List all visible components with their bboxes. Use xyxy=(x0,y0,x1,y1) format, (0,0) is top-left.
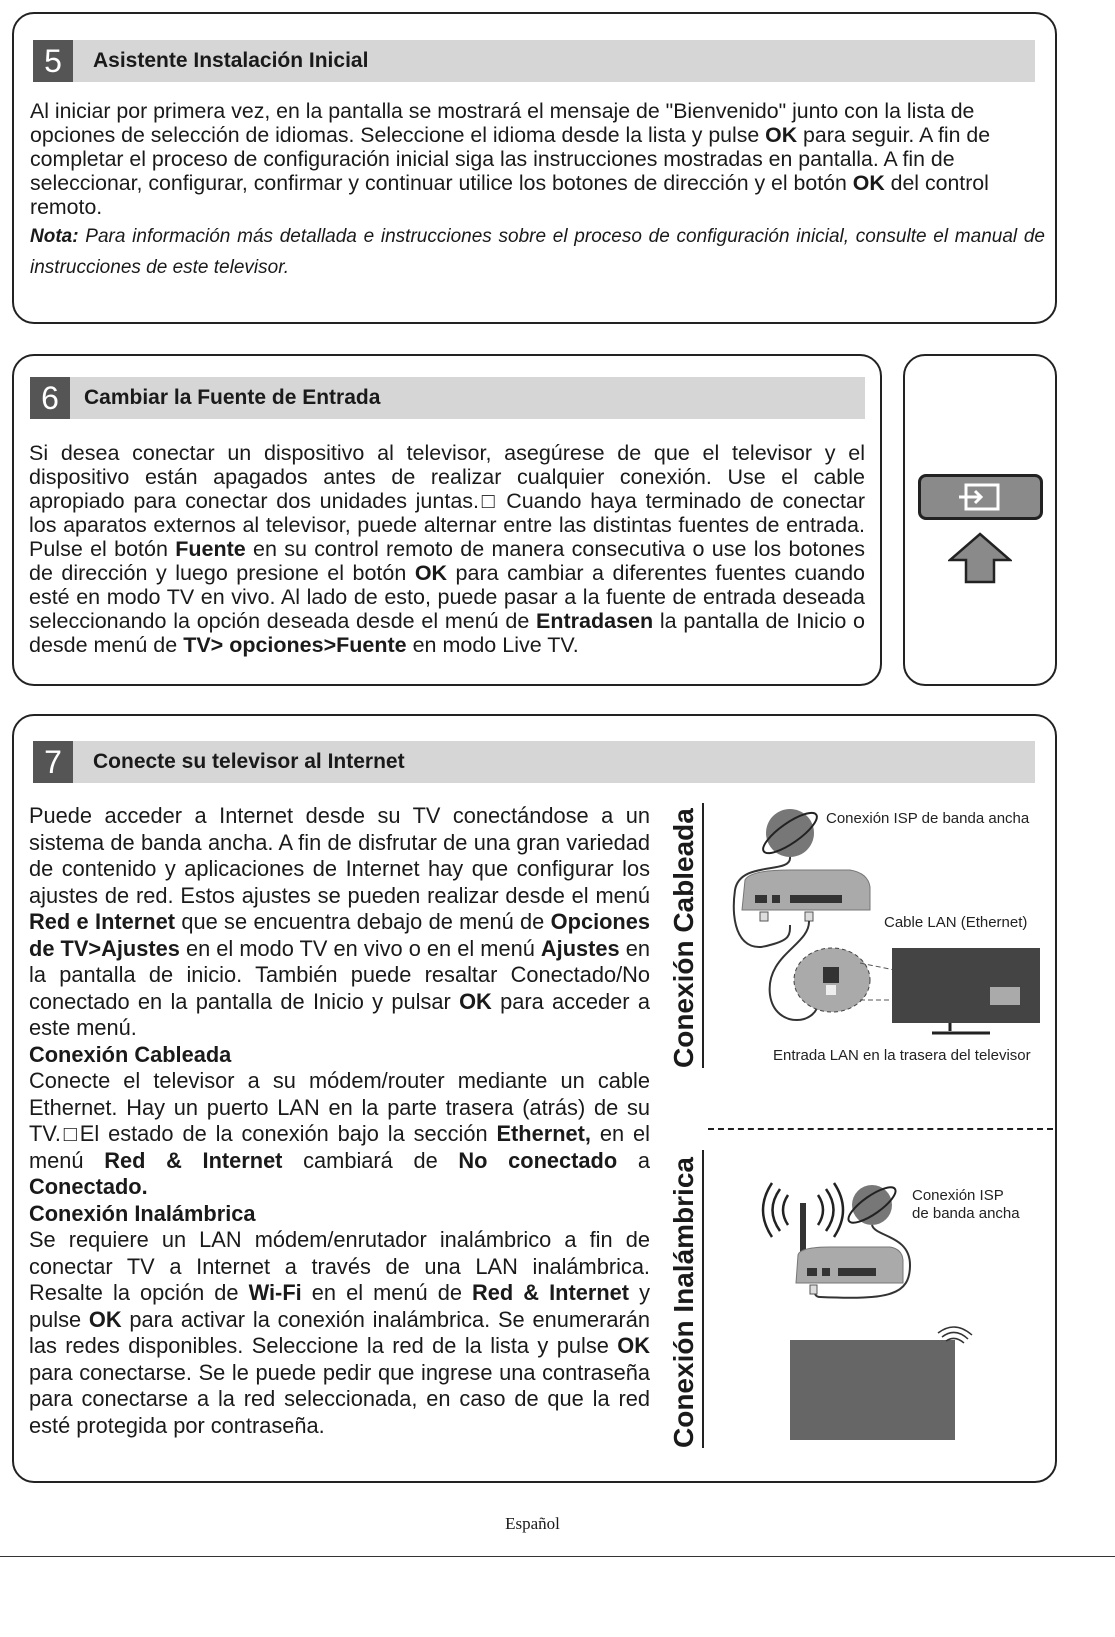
section-title: Asistente Instalación Inicial xyxy=(93,49,369,72)
text-run: Se requiere un LAN módem/enrutador inalámbrico a fin de conectar TV a Internet a través de una LAN inalámbrica. Resalte la opción de xyxy=(29,1227,650,1305)
bold-text-run: OK xyxy=(617,1333,650,1358)
intro-paragraph xyxy=(29,803,650,1042)
tv-icon xyxy=(790,1340,955,1440)
section-6-header xyxy=(30,377,865,419)
port-label: Entrada LAN en la trasera del televisor xyxy=(773,1047,1031,1064)
section-number: 5 xyxy=(33,40,73,82)
text-run: Conecte el televisor a su módem/router mediante un cable Ethernet. Hay un puerto LAN en la parte trasera (atrás) de su TV.□El estado de la conexión bajo la sección xyxy=(29,1068,650,1146)
text-run: en el menú xyxy=(29,1121,650,1173)
bold-text-run: Fuente xyxy=(175,537,246,561)
bold-text-run: Wi-Fi xyxy=(248,1280,302,1305)
bold-text-run: Red & Internet xyxy=(104,1147,283,1173)
bold-text-run: Nota: xyxy=(30,226,79,247)
text-run: en el menú de xyxy=(301,1280,473,1305)
text-run: en la pantalla de inicio. También puede resaltar Conectado/No conectado en la pantalla de Inicio y pulsar xyxy=(29,935,651,1014)
text-run: del control remoto. xyxy=(30,171,989,219)
wireless-vertical-label: Conexión Inalámbrica xyxy=(668,1150,704,1448)
text-run: en modo Live TV. xyxy=(406,633,579,657)
footer-rule xyxy=(0,1556,1115,1557)
section-number: 6 xyxy=(30,377,70,419)
text-run: que se encuentra debajo de menú de xyxy=(174,909,551,934)
text-run: Puede acceder a Internet desde su TV conectándose a un sistema de banda ancha. A fin de disfrutar de una gran variedad de contenido y aplicaciones de Internet hay que configurar los ajustes de red. Estos ajustes se pueden realizar desde el menú xyxy=(29,803,650,908)
divider-dashed xyxy=(708,1128,1053,1130)
bold-text-run: OK xyxy=(414,561,448,585)
section-title: Conecte su televisor al Internet xyxy=(93,750,405,773)
source-input-icon xyxy=(918,474,1043,520)
text-run: en el modo TV en vivo o en el menú xyxy=(179,935,541,961)
isp-label: Conexión ISP de banda ancha xyxy=(826,810,1030,827)
wired-paragraph xyxy=(29,1068,650,1201)
bold-text-run: Ajustes xyxy=(540,935,620,961)
bold-text-run: OK xyxy=(765,123,798,147)
bold-text-run: Conectado. xyxy=(29,1174,148,1199)
bold-text-run: No conectado xyxy=(458,1147,618,1173)
text-run: en su control remoto de manera consecutiva o use los botones de dirección y luego presione el botón xyxy=(29,537,865,585)
wireless-paragraph xyxy=(29,1227,650,1439)
section-5-note xyxy=(30,221,1045,283)
bold-text-run: Ethernet, xyxy=(496,1121,591,1146)
text-run: Al iniciar por primera vez, en la pantalla se mostrará el mensaje de "Bienvenido" junto con la lista de opciones de selección de idiomas. Seleccione el idioma desde la lista y pulse xyxy=(30,99,975,147)
router-icon xyxy=(742,870,870,910)
section-5-header xyxy=(33,40,1035,82)
wireless-heading: Conexión Inalámbrica xyxy=(29,1200,256,1226)
bold-text-run: OK xyxy=(459,988,492,1014)
text-run: Para información más detallada e instrucciones sobre el proceso de configuración inicial, consulte el manual de instrucciones de este televisor. xyxy=(30,226,1045,278)
isp-label-line-1: Conexión ISP xyxy=(912,1187,1004,1204)
section-title: Cambiar la Fuente de Entrada xyxy=(84,386,381,409)
text-run: para conectarse. Se le puede pedir que ingrese una contraseña para conectarse a la red seleccionada, en caso de que la red esté protegida por contraseña. xyxy=(29,1359,650,1438)
bold-text-run: OK xyxy=(852,171,885,195)
text-run: la pantalla de Inicio o desde menú de xyxy=(29,609,866,657)
cable-label: Cable LAN (Ethernet) xyxy=(884,914,1028,931)
text-run: cambiará de xyxy=(282,1147,459,1173)
text-run: Si desea conectar un dispositivo al televisor, asegúrese de que el televisor y el dispositivo están apagados antes de realizar cualquier conexión. Use el cable apropiado para conectar dos unidades juntas.□ Cuando haya terminado de conectar los aparatos externos al televisor, puede alternar entre las distintas fuentes de entrada. Pulse el botón xyxy=(29,441,865,561)
footer-language: Español xyxy=(505,1514,560,1533)
bold-text-run: Entradasen xyxy=(536,609,654,633)
text-run: y pulse xyxy=(29,1280,650,1332)
text-run: para activar la conexión inalámbrica. Se enumerarán las redes disponibles. Seleccione la red de la lista y pulse xyxy=(29,1306,650,1358)
wired-vertical-label: Conexión Cableada xyxy=(668,803,704,1068)
isp-label-wireless xyxy=(912,1187,1020,1223)
bold-text-run: Red & Internet xyxy=(472,1280,630,1305)
bold-text-run: TV> opciones>Fuente xyxy=(183,633,407,657)
section-5-body xyxy=(30,99,1045,219)
tv-icon xyxy=(892,948,1040,1023)
isp-label-line-2: de banda ancha xyxy=(912,1205,1020,1222)
text-run: para seguir. A fin de completar el proceso de configuración inicial siga las instrucciones mostradas en pantalla. A fin de seleccionar, configurar, confirmar y continuar utilice los botones de dirección y el botón xyxy=(30,123,991,195)
section-number: 7 xyxy=(33,741,73,783)
section-6-body xyxy=(29,441,865,657)
bold-text-run: Red e Internet xyxy=(29,909,175,934)
bold-text-run: OK xyxy=(88,1306,122,1332)
text-run: a xyxy=(617,1147,650,1173)
router-icon xyxy=(796,1247,903,1283)
text-run: para acceder a este menú. xyxy=(29,988,650,1040)
arrow-up-icon xyxy=(948,532,1012,584)
text-run: para cambiar a diferentes fuentes cuando esté en modo TV en vivo. Al lado de esto, puede pasar a la fuente de entrada deseada seleccionando la opción deseada desde el menú de xyxy=(29,561,865,633)
wired-heading: Conexión Cableada xyxy=(29,1041,232,1067)
bold-text-run: Opciones de TV>Ajustes xyxy=(29,909,650,961)
section-7-header xyxy=(33,741,1035,783)
section-7-text xyxy=(29,803,650,1439)
